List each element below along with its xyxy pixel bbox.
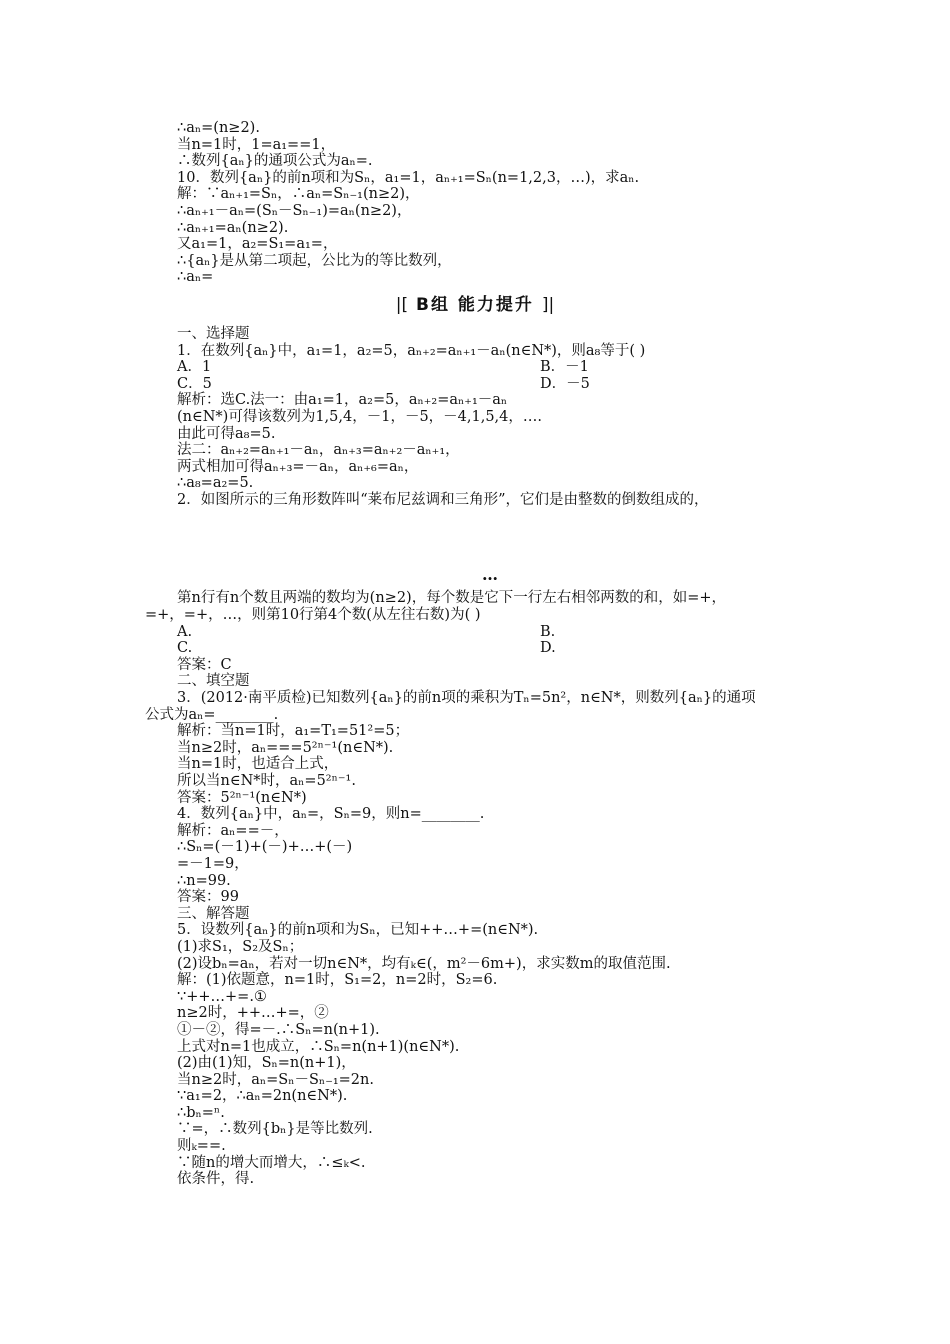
text-line: =+，=+，…，则第10行第4个数(从左往右数)为( ) [145,607,481,624]
text-line: ∴{aₙ}是从第二项起，公比为的等比数列， [177,252,452,269]
figure-placeholder [0,508,950,560]
option-b: B. [540,623,556,640]
question-text: 1．在数列{aₙ}中，a₁=1，a₂=5，aₙ₊₂=aₙ₊₁－aₙ(n∈N*)，则a₈等于( ) [177,342,646,359]
text-line: ∴a₈=a₂=5. [177,475,254,492]
text-line: ∴Sₙ=(－1)+(－)+…+(－) [177,839,353,856]
section-heading: 一、选择题 [177,325,250,342]
answer-line: 答案：C [177,656,232,673]
question-text: 5．设数列{aₙ}的前n项和为Sₙ，已知++…+=(n∈N*). [177,922,539,939]
option-row [0,359,950,376]
text-line: ∵随n的增大而增大，∴≤ₖ<. [177,1154,366,1171]
text-line: 所以当n∈N*时，aₙ=5²ⁿ⁻¹. [177,773,356,789]
text-line: 上式对n=1也成立，∴Sₙ=n(n+1)(n∈N*). [177,1038,460,1055]
text-line: 依条件，得. [177,1171,255,1188]
banner-left-bracket: |[ [395,294,409,315]
option-a: A. [177,623,193,640]
option-row [0,376,950,393]
option-row [0,624,950,641]
banner-title: B组 能力提升 [416,294,534,315]
option-row [0,640,950,657]
text-line: 两式相加可得aₙ₊₃=－aₙ，aₙ₊₆=aₙ， [177,458,419,475]
question-text: 公式为aₙ=________. [145,706,279,723]
option-c: C．5 [177,375,212,392]
text-line: ∴数列{aₙ}的通项公式为aₙ=. [177,153,373,170]
text-line: ∴n=99. [177,872,231,889]
text-line: 解：(1)依题意，n=1时，S₁=2，n=2时，S₂=6. [177,972,498,989]
banner-right-bracket: ]| [541,294,555,315]
text-line: ∴aₙ₊₁=aₙ(n≥2). [177,219,289,236]
option-d: D．－5 [540,375,590,392]
text-line: 当n=1时，1=a₁==1， [177,136,336,153]
option-b: B．－1 [540,359,589,376]
option-c: C. [177,640,193,657]
text-line: 当n=1时，也适合上式， [177,756,339,773]
text-line: 当n≥2时，aₙ===5²ⁿ⁻¹(n∈N*). [177,739,394,756]
option-a: A．1 [177,359,212,376]
text-line: 解析：当n=1时，a₁=T₁=51²=5； [177,723,410,740]
text-line: n≥2时，++…+=，② [177,1005,329,1022]
text-line: ∵=，∴数列{bₙ}是等比数列. [177,1121,373,1138]
text-line: 当n≥2时，aₙ=Sₙ－Sₙ₋₁=2n. [177,1071,374,1088]
question-text: 4．数列{aₙ}中，aₙ=，Sₙ=9，则n=________. [177,806,485,823]
text-line: 则ₖ==. [177,1138,226,1155]
text-line: 由此可得a₈=5. [177,425,276,442]
text-line: 解析：aₙ==－， [177,822,289,839]
text-line: ∴bₙ=ⁿ. [177,1104,225,1121]
triangle-ellipsis: … [482,565,498,585]
section-banner [0,292,950,318]
answer-line: 答案：99 [177,889,239,906]
text-line: ∵a₁=2，∴aₙ=2n(n∈N*). [177,1088,348,1105]
text-line: ∴aₙ= [177,269,214,286]
section-heading: 二、填空题 [177,673,250,690]
document-body [0,120,950,1188]
text-line: ∴aₙ=(n≥2). [177,120,260,136]
text-line: (1)求S₁，S₂及Sₙ； [177,938,304,955]
text-line: 10．数列{aₙ}的前n项和为Sₙ，a₁=1，aₙ₊₁=Sₙ(n=1,2,3，…)，求aₙ. [177,169,640,186]
text-line: (2)由(1)知，Sₙ=n(n+1)， [177,1055,356,1072]
text-line: =－1=9， [177,855,249,872]
text-line: ∴aₙ₊₁－aₙ=(Sₙ－Sₙ₋₁)=aₙ(n≥2)， [177,202,412,219]
text-line: (2)设bₙ=aₙ，若对一切n∈N*，均有ₖ∈(，m²－6m+)，求实数m的取值范围. [177,955,671,972]
text-line: 解：∵aₙ₊₁=Sₙ，∴aₙ=Sₙ₋₁(n≥2)， [177,186,420,203]
question-text: 3．(2012·南平质检)已知数列{aₙ}的前n项的乘积为Tₙ=5n²，n∈N*，则数列{aₙ}的通项 [177,690,756,707]
text-line: 解析：选C.法一：由a₁=1，a₂=5，aₙ₊₂=aₙ₊₁－aₙ [177,392,508,409]
option-d: D. [540,640,556,657]
text-line: ∵++…+=.① [177,988,267,1005]
text-line: 又a₁=1，a₂=S₁=a₁=， [177,236,338,253]
text-line: 第n行有n个数且两端的数均为(n≥2)，每个数是它下一行左右相邻两数的和，如=+， [177,590,727,607]
text-line: 法二：aₙ₊₂=aₙ₊₁－aₙ，aₙ₊₃=aₙ₊₂－aₙ₊₁， [177,442,460,459]
text-line: ①－②，得=－.∴Sₙ=n(n+1). [177,1021,380,1038]
answer-line: 答案：5²ⁿ⁻¹(n∈N*) [177,789,307,806]
section-heading: 三、解答题 [177,905,250,922]
text-line: 2．如图所示的三角形数阵叫“莱布尼兹调和三角形”，它们是由整数的倒数组成的， [177,491,709,508]
text-line: (n∈N*)可得该数列为1,5,4，－1，－5，－4,1,5,4，…. [177,408,543,425]
